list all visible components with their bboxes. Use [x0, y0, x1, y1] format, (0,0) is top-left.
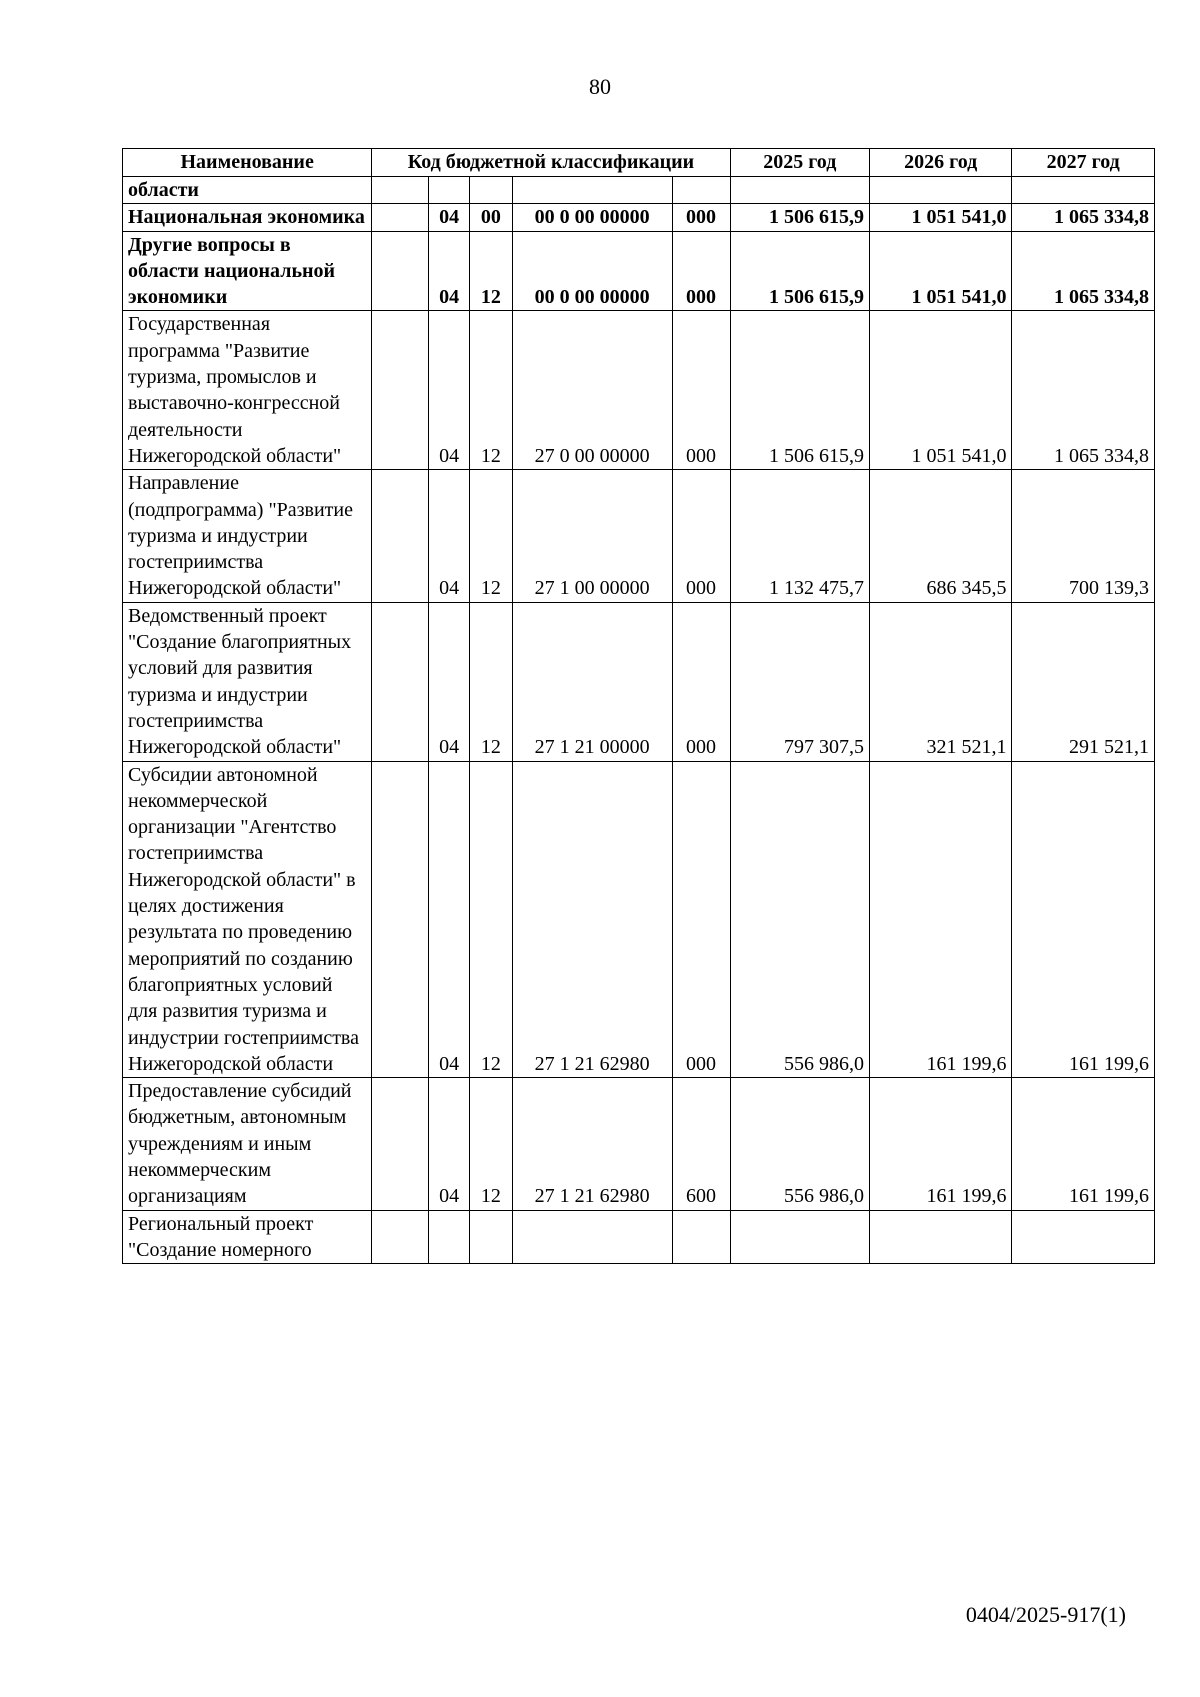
code-target-article: 27 1 00 00000 — [512, 470, 672, 602]
table-row — [123, 177, 1155, 204]
code-subsection: 12 — [470, 1078, 513, 1210]
code-target-article: 00 0 00 00000 — [512, 204, 672, 231]
code-section: 04 — [429, 602, 470, 761]
value-2025 — [730, 177, 869, 204]
header-2025: 2025 год — [730, 149, 869, 177]
header-2026: 2026 год — [869, 149, 1011, 177]
row-name: Направление (подпрограмма) "Развитие туризма и индустрии гостеприимства Нижегородской области" — [123, 470, 372, 602]
code-target-article: 00 0 00 00000 — [512, 231, 672, 311]
table-header-row — [123, 149, 1155, 177]
code-part-1 — [372, 311, 429, 470]
value-2026: 1 051 541,0 — [869, 231, 1011, 311]
code-expense-type: 000 — [672, 602, 730, 761]
header-code: Код бюджетной классификации — [372, 149, 730, 177]
row-name: Национальная экономика — [123, 204, 372, 231]
code-part-1 — [372, 231, 429, 311]
value-2027: 291 521,1 — [1012, 602, 1155, 761]
value-2027: 700 139,3 — [1012, 470, 1155, 602]
code-subsection: 12 — [470, 311, 513, 470]
value-2026: 161 199,6 — [869, 761, 1011, 1078]
row-name: Ведомственный проект "Создание благоприятных условий для развития туризма и индустрии гостеприимства Нижегородской области" — [123, 602, 372, 761]
code-target-article — [512, 177, 672, 204]
code-part-1 — [372, 177, 429, 204]
header-name: Наименование — [123, 149, 372, 177]
code-part-1 — [372, 470, 429, 602]
value-2025: 1 132 475,7 — [730, 470, 869, 602]
code-section: 04 — [429, 470, 470, 602]
value-2025: 1 506 615,9 — [730, 231, 869, 311]
code-expense-type: 600 — [672, 1078, 730, 1210]
table-row — [123, 470, 1155, 602]
code-subsection: 12 — [470, 470, 513, 602]
code-subsection — [470, 1210, 513, 1264]
code-section: 04 — [429, 231, 470, 311]
header-2027: 2027 год — [1012, 149, 1155, 177]
row-name: области — [123, 177, 372, 204]
code-subsection: 12 — [470, 231, 513, 311]
code-expense-type: 000 — [672, 761, 730, 1078]
code-part-1 — [372, 1078, 429, 1210]
code-section: 04 — [429, 761, 470, 1078]
value-2025: 797 307,5 — [730, 602, 869, 761]
code-section — [429, 177, 470, 204]
table-row — [123, 311, 1155, 470]
code-subsection: 12 — [470, 761, 513, 1078]
value-2027: 161 199,6 — [1012, 1078, 1155, 1210]
table-body — [123, 177, 1155, 1264]
code-target-article: 27 0 00 00000 — [512, 311, 672, 470]
code-part-1 — [372, 602, 429, 761]
table-row — [123, 204, 1155, 231]
code-target-article — [512, 1210, 672, 1264]
budget-table — [122, 148, 1155, 1264]
value-2027 — [1012, 1210, 1155, 1264]
value-2027: 1 065 334,8 — [1012, 311, 1155, 470]
row-name: Субсидии автономной некоммерческой организации "Агентство гостеприимства Нижегородской области" в целях достижения результата по проведению мероприятий по созданию благоприятных условий для развития туризма и индустрии гостеприимства Нижегородской области — [123, 761, 372, 1078]
value-2026 — [869, 1210, 1011, 1264]
code-section — [429, 1210, 470, 1264]
code-expense-type: 000 — [672, 470, 730, 602]
value-2025: 556 986,0 — [730, 761, 869, 1078]
value-2027: 1 065 334,8 — [1012, 231, 1155, 311]
row-name: Государственная программа "Развитие туризма, промыслов и выставочно-конгрессной деятельности Нижегородской области" — [123, 311, 372, 470]
code-section: 04 — [429, 1078, 470, 1210]
table-row — [123, 231, 1155, 311]
code-part-1 — [372, 1210, 429, 1264]
code-expense-type: 000 — [672, 231, 730, 311]
code-target-article: 27 1 21 62980 — [512, 1078, 672, 1210]
value-2026: 686 345,5 — [869, 470, 1011, 602]
value-2025 — [730, 1210, 869, 1264]
value-2025: 556 986,0 — [730, 1078, 869, 1210]
code-target-article: 27 1 21 62980 — [512, 761, 672, 1078]
value-2026: 161 199,6 — [869, 1078, 1011, 1210]
code-part-1 — [372, 761, 429, 1078]
value-2027: 161 199,6 — [1012, 761, 1155, 1078]
document-id: 0404/2025-917(1) — [965, 1602, 1126, 1627]
table-row — [123, 602, 1155, 761]
row-name: Предоставление субсидий бюджетным, автономным учреждениям и иным некоммерческим организациям — [123, 1078, 372, 1210]
page-number: 80 — [589, 74, 611, 99]
value-2025: 1 506 615,9 — [730, 204, 869, 231]
row-name: Другие вопросы в области национальной экономики — [123, 231, 372, 311]
code-part-1 — [372, 204, 429, 231]
value-2027: 1 065 334,8 — [1012, 204, 1155, 231]
code-subsection — [470, 177, 513, 204]
code-expense-type — [672, 177, 730, 204]
value-2026: 1 051 541,0 — [869, 204, 1011, 231]
code-subsection: 00 — [470, 204, 513, 231]
code-target-article: 27 1 21 00000 — [512, 602, 672, 761]
value-2026: 321 521,1 — [869, 602, 1011, 761]
row-name: Региональный проект "Создание номерного — [123, 1210, 372, 1264]
code-section: 04 — [429, 204, 470, 231]
table-row — [123, 761, 1155, 1078]
code-expense-type: 000 — [672, 311, 730, 470]
value-2026 — [869, 177, 1011, 204]
value-2025: 1 506 615,9 — [730, 311, 869, 470]
value-2026: 1 051 541,0 — [869, 311, 1011, 470]
code-expense-type: 000 — [672, 204, 730, 231]
value-2027 — [1012, 177, 1155, 204]
code-section: 04 — [429, 311, 470, 470]
code-expense-type — [672, 1210, 730, 1264]
table-row — [123, 1210, 1155, 1264]
code-subsection: 12 — [470, 602, 513, 761]
table-row — [123, 1078, 1155, 1210]
